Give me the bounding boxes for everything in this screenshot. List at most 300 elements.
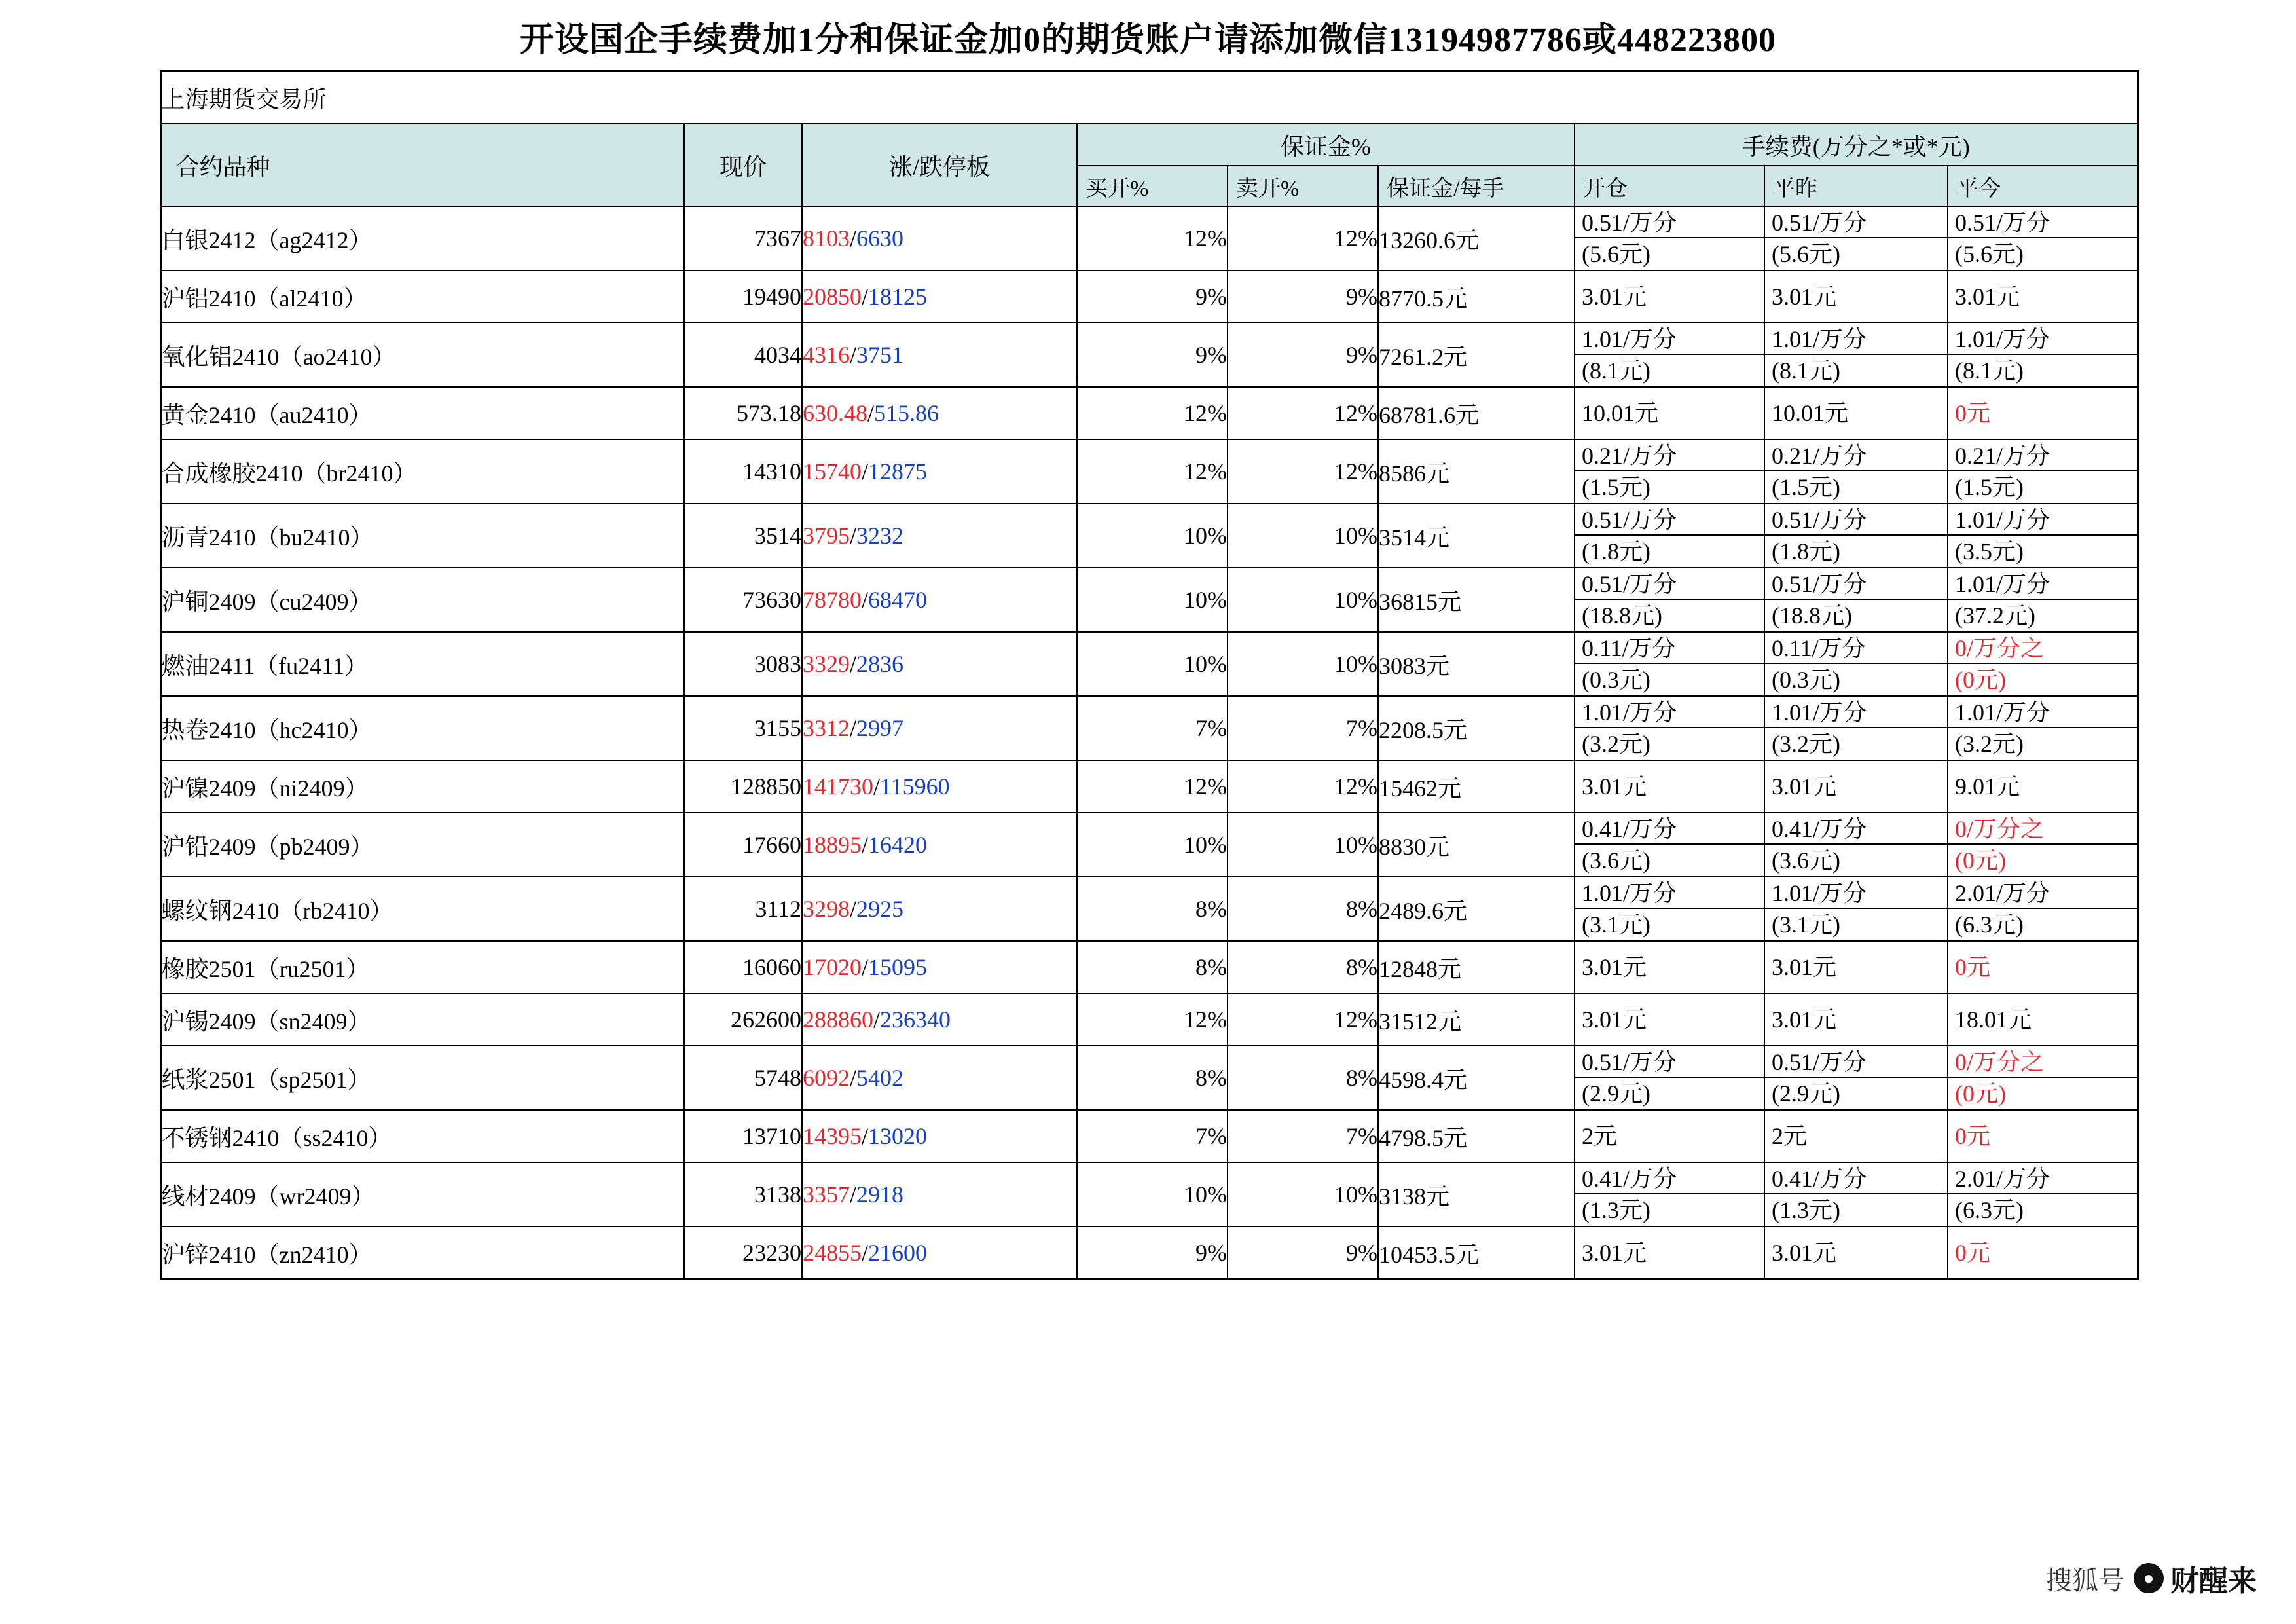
- cell-buy-open-pct: 12%: [1077, 993, 1228, 1046]
- platform-label: 搜狐号: [2046, 1565, 2124, 1595]
- table-row: [160, 1046, 2138, 1110]
- cell-limit: [802, 270, 1077, 323]
- limit-down-value: 2836: [856, 651, 904, 677]
- cell-buy-open-pct: 9%: [1077, 1227, 1228, 1280]
- fee-value-primary: 0/万分之: [1948, 813, 2137, 845]
- cell-fee-open: [1575, 632, 1764, 696]
- cell-fee-open: [1575, 323, 1764, 387]
- fee-value-primary: 3.01元: [1582, 1006, 1647, 1033]
- cell-fee-close-yesterday: [1764, 1110, 1948, 1162]
- limit-up-value: 17020: [803, 954, 862, 980]
- fee-value-primary: 0.51/万分: [1765, 504, 1947, 536]
- cell-buy-open-pct: 9%: [1077, 270, 1228, 323]
- fee-value-primary: 0.21/万分: [1765, 440, 1947, 471]
- cell-fee-close-today: [1948, 504, 2138, 568]
- cell-limit: [802, 387, 1077, 439]
- fee-value-primary: 1.01/万分: [1948, 568, 2137, 600]
- cell-fee-close-today: [1948, 323, 2138, 387]
- th-fee-group: 手续费(万分之*或*元): [1575, 124, 2138, 166]
- fee-value-secondary: (3.1元): [1582, 912, 1650, 938]
- cell-fee-open: [1575, 1162, 1764, 1227]
- cell-price: 262600: [684, 993, 802, 1046]
- fee-value-secondary: (6.3元): [1955, 1197, 2024, 1223]
- limit-separator: /: [862, 458, 869, 485]
- futures-table: [160, 70, 2139, 1280]
- table-row: [160, 323, 2138, 387]
- limit-down-value: 2925: [856, 896, 904, 922]
- cell-fee-close-today: [1948, 941, 2138, 993]
- futures-table-wrap: [160, 70, 2137, 1280]
- cell-price: 4034: [684, 323, 802, 387]
- cell-sell-open-pct: 10%: [1228, 632, 1378, 696]
- cell-limit: [802, 504, 1077, 568]
- cell-fee-close-yesterday: [1764, 877, 1948, 941]
- fee-value-primary: 10.01元: [1772, 400, 1849, 426]
- fee-value-secondary: (1.3元): [1772, 1197, 1840, 1223]
- limit-down-value: 3751: [856, 342, 904, 368]
- cell-buy-open-pct: 12%: [1077, 206, 1228, 270]
- cell-fee-open: [1575, 1110, 1764, 1162]
- limit-up-value: 141730: [803, 773, 873, 800]
- cell-fee-close-yesterday: [1764, 813, 1948, 877]
- cell-contract-name: 沪铝2410（al2410）: [160, 270, 684, 323]
- exchange-row: [160, 71, 2138, 124]
- cell-contract-name: 合成橡胶2410（br2410）: [160, 439, 684, 504]
- cell-margin-per-lot: 8586元: [1378, 439, 1575, 504]
- cell-sell-open-pct: 12%: [1228, 387, 1378, 439]
- fee-value-primary: 1.01/万分: [1948, 504, 2137, 536]
- th-sell-open: 卖开%: [1228, 166, 1378, 206]
- fee-value-secondary: (3.5元): [1955, 538, 2024, 564]
- cell-fee-open: [1575, 206, 1764, 270]
- table-row: [160, 993, 2138, 1046]
- limit-up-value: 4316: [803, 342, 850, 368]
- table-row: [160, 632, 2138, 696]
- cell-margin-per-lot: 13260.6元: [1378, 206, 1575, 270]
- cell-margin-per-lot: 2208.5元: [1378, 696, 1575, 760]
- fee-value-secondary: (3.1元): [1772, 912, 1840, 938]
- cell-sell-open-pct: 12%: [1228, 993, 1378, 1046]
- cell-fee-close-today: [1948, 1110, 2138, 1162]
- th-contract: 合约品种: [160, 124, 684, 206]
- limit-separator: /: [862, 587, 869, 613]
- fee-value-primary: 3.01元: [1772, 284, 1837, 310]
- cell-price: 3514: [684, 504, 802, 568]
- fee-value-secondary: (1.5元): [1582, 474, 1650, 500]
- fee-value-primary: 0.21/万分: [1575, 440, 1764, 471]
- limit-down-value: 18125: [868, 284, 928, 310]
- cell-limit: [802, 1110, 1077, 1162]
- limit-up-value: 8103: [803, 225, 850, 251]
- cell-margin-per-lot: 4598.4元: [1378, 1046, 1575, 1110]
- cell-fee-open: [1575, 568, 1764, 632]
- cell-fee-open: [1575, 1046, 1764, 1110]
- limit-up-value: 3298: [803, 896, 850, 922]
- fee-value-secondary: (0.3元): [1772, 667, 1840, 693]
- cell-sell-open-pct: 10%: [1228, 1162, 1378, 1227]
- cell-fee-close-yesterday: [1764, 270, 1948, 323]
- cell-fee-close-yesterday: [1764, 323, 1948, 387]
- cell-contract-name: 橡胶2501（ru2501）: [160, 941, 684, 993]
- cell-buy-open-pct: 8%: [1077, 877, 1228, 941]
- cell-margin-per-lot: 8770.5元: [1378, 270, 1575, 323]
- footer-credit: [2046, 1557, 2257, 1599]
- limit-up-value: 14395: [803, 1123, 862, 1149]
- cell-margin-per-lot: 8830元: [1378, 813, 1575, 877]
- cell-sell-open-pct: 9%: [1228, 270, 1378, 323]
- cell-buy-open-pct: 10%: [1077, 504, 1228, 568]
- cell-sell-open-pct: 12%: [1228, 760, 1378, 813]
- limit-separator: /: [850, 1065, 857, 1091]
- cell-margin-per-lot: 15462元: [1378, 760, 1575, 813]
- fee-value-primary: 1.01/万分: [1575, 323, 1764, 355]
- limit-down-value: 15095: [868, 954, 928, 980]
- th-buy-open: 买开%: [1077, 166, 1228, 206]
- cell-price: 73630: [684, 568, 802, 632]
- fee-value-secondary: (0元): [1955, 667, 2006, 693]
- cell-buy-open-pct: 7%: [1077, 696, 1228, 760]
- cell-limit: [802, 696, 1077, 760]
- page-title: 开设国企手续费加1分和保证金加0的期货账户请添加微信13194987786或448223800: [519, 22, 1776, 59]
- cell-fee-close-today: [1948, 568, 2138, 632]
- cell-contract-name: 螺纹钢2410（rb2410）: [160, 877, 684, 941]
- th-price: 现价: [684, 124, 802, 206]
- cell-price: 128850: [684, 760, 802, 813]
- limit-down-value: 68470: [868, 587, 928, 613]
- cell-price: 7367: [684, 206, 802, 270]
- limit-separator: /: [850, 651, 857, 677]
- cell-price: 17660: [684, 813, 802, 877]
- cell-fee-close-yesterday: [1764, 1227, 1948, 1280]
- fee-value-primary: 0元: [1955, 400, 1991, 426]
- fee-value-primary: 1.01/万分: [1948, 323, 2137, 355]
- header-row-1: [160, 124, 2138, 166]
- fee-value-primary: 0.21/万分: [1948, 440, 2137, 471]
- th-close-yesterday: 平昨: [1764, 166, 1948, 206]
- fee-value-primary: 1.01/万分: [1765, 323, 1947, 355]
- table-row: [160, 439, 2138, 504]
- cell-sell-open-pct: 9%: [1228, 323, 1378, 387]
- fee-value-primary: 0.41/万分: [1575, 813, 1764, 845]
- cell-contract-name: 沪锌2410（zn2410）: [160, 1227, 684, 1280]
- table-row: [160, 387, 2138, 439]
- cell-fee-open: [1575, 696, 1764, 760]
- table-row: [160, 760, 2138, 813]
- fee-value-secondary: (2.9元): [1582, 1080, 1650, 1107]
- cell-fee-close-yesterday: [1764, 941, 1948, 993]
- cell-contract-name: 热卷2410（hc2410）: [160, 696, 684, 760]
- limit-separator: /: [850, 523, 857, 549]
- cell-margin-per-lot: 36815元: [1378, 568, 1575, 632]
- fee-value-secondary: (0.3元): [1582, 667, 1650, 693]
- cell-price: 5748: [684, 1046, 802, 1110]
- fee-value-primary: 3.01元: [1955, 284, 2020, 310]
- limit-down-value: 12875: [868, 458, 928, 485]
- fee-value-secondary: (0元): [1955, 1080, 2006, 1107]
- fee-value-secondary: (3.2元): [1772, 731, 1840, 757]
- cell-sell-open-pct: 8%: [1228, 877, 1378, 941]
- limit-up-value: 78780: [803, 587, 862, 613]
- cell-fee-close-today: [1948, 1162, 2138, 1227]
- table-row: [160, 813, 2138, 877]
- fee-value-primary: 0元: [1955, 1123, 1991, 1149]
- limit-separator: /: [862, 1123, 869, 1149]
- limit-up-value: 15740: [803, 458, 862, 485]
- fee-value-primary: 0.51/万分: [1765, 1046, 1947, 1078]
- fee-value-secondary: (0元): [1955, 847, 2006, 874]
- cell-buy-open-pct: 10%: [1077, 1162, 1228, 1227]
- cell-fee-open: [1575, 877, 1764, 941]
- cell-fee-close-yesterday: [1764, 993, 1948, 1046]
- cell-buy-open-pct: 9%: [1077, 323, 1228, 387]
- fee-value-primary: 0元: [1955, 1240, 1991, 1266]
- fee-value-primary: 3.01元: [1772, 954, 1837, 980]
- fee-value-secondary: (3.6元): [1582, 847, 1650, 874]
- cell-contract-name: 沥青2410（bu2410）: [160, 504, 684, 568]
- cell-contract-name: 沪铜2409（cu2409）: [160, 568, 684, 632]
- fee-value-secondary: (1.5元): [1772, 474, 1840, 500]
- cell-fee-close-yesterday: [1764, 568, 1948, 632]
- limit-separator: /: [862, 1240, 869, 1266]
- limit-down-value: 16420: [868, 832, 928, 858]
- cell-price: 19490: [684, 270, 802, 323]
- cell-contract-name: 沪铅2409（pb2409）: [160, 813, 684, 877]
- cell-contract-name: 燃油2411（fu2411）: [160, 632, 684, 696]
- cell-fee-close-today: [1948, 760, 2138, 813]
- limit-separator: /: [850, 1181, 857, 1208]
- fee-value-primary: 0.11/万分: [1575, 633, 1764, 664]
- th-limit: 涨/跌停板: [802, 124, 1077, 206]
- cell-fee-close-today: [1948, 696, 2138, 760]
- fee-value-primary: 3.01元: [1582, 284, 1647, 310]
- cell-sell-open-pct: 9%: [1228, 1227, 1378, 1280]
- cell-fee-close-yesterday: [1764, 1162, 1948, 1227]
- cell-price: 14310: [684, 439, 802, 504]
- cell-fee-close-yesterday: [1764, 1046, 1948, 1110]
- cell-limit: [802, 1046, 1077, 1110]
- fee-value-primary: 1.01/万分: [1575, 697, 1764, 728]
- fee-value-primary: 0.41/万分: [1575, 1163, 1764, 1194]
- limit-separator: /: [850, 715, 857, 741]
- cell-sell-open-pct: 8%: [1228, 1046, 1378, 1110]
- cell-fee-open: [1575, 387, 1764, 439]
- cell-price: 3155: [684, 696, 802, 760]
- fee-value-secondary: (18.8元): [1582, 602, 1662, 629]
- limit-up-value: 18895: [803, 832, 862, 858]
- cell-fee-close-yesterday: [1764, 632, 1948, 696]
- fee-value-primary: 0.51/万分: [1575, 1046, 1764, 1078]
- cell-fee-open: [1575, 941, 1764, 993]
- cell-fee-open: [1575, 813, 1764, 877]
- fee-value-primary: 0.51/万分: [1765, 207, 1947, 238]
- cell-fee-open: [1575, 270, 1764, 323]
- fee-value-primary: 3.01元: [1582, 1240, 1647, 1266]
- fee-value-primary: 0/万分之: [1948, 633, 2137, 664]
- cell-limit: [802, 760, 1077, 813]
- cell-sell-open-pct: 7%: [1228, 1110, 1378, 1162]
- fee-value-secondary: (3.2元): [1582, 731, 1650, 757]
- cell-sell-open-pct: 12%: [1228, 206, 1378, 270]
- cell-limit: [802, 813, 1077, 877]
- limit-up-value: 6092: [803, 1065, 850, 1091]
- limit-separator: /: [862, 832, 869, 858]
- cell-fee-open: [1575, 439, 1764, 504]
- cell-fee-close-today: [1948, 813, 2138, 877]
- table-row: [160, 1227, 2138, 1280]
- fee-value-secondary: (18.8元): [1772, 602, 1852, 629]
- table-row: [160, 568, 2138, 632]
- cell-sell-open-pct: 8%: [1228, 941, 1378, 993]
- table-row: [160, 1162, 2138, 1227]
- limit-separator: /: [862, 284, 869, 310]
- fee-value-primary: 3.01元: [1582, 954, 1647, 980]
- fee-value-primary: 0.41/万分: [1765, 1163, 1947, 1194]
- th-margin-group: 保证金%: [1077, 124, 1575, 166]
- fee-value-primary: 0.51/万分: [1948, 207, 2137, 238]
- cell-buy-open-pct: 10%: [1077, 568, 1228, 632]
- limit-up-value: 3795: [803, 523, 850, 549]
- fee-value-secondary: (3.2元): [1955, 731, 2024, 757]
- cell-fee-open: [1575, 504, 1764, 568]
- fee-value-primary: 2元: [1582, 1123, 1618, 1149]
- fee-value-primary: 0.51/万分: [1575, 504, 1764, 536]
- limit-up-value: 630.48: [803, 400, 867, 426]
- fee-value-primary: 0元: [1955, 954, 1991, 980]
- fee-value-primary: 18.01元: [1955, 1006, 2032, 1033]
- cell-limit: [802, 439, 1077, 504]
- fee-value-secondary: (8.1元): [1582, 358, 1650, 384]
- cell-contract-name: 黄金2410（au2410）: [160, 387, 684, 439]
- table-row: [160, 504, 2138, 568]
- table-row: [160, 206, 2138, 270]
- limit-down-value: 236340: [880, 1006, 951, 1033]
- limit-down-value: 5402: [856, 1065, 904, 1091]
- limit-down-value: 115960: [880, 773, 950, 800]
- limit-up-value: 20850: [803, 284, 862, 310]
- cell-limit: [802, 568, 1077, 632]
- cell-price: 13710: [684, 1110, 802, 1162]
- cell-contract-name: 白银2412（ag2412）: [160, 206, 684, 270]
- fee-value-primary: 1.01/万分: [1948, 697, 2137, 728]
- limit-separator: /: [873, 1006, 881, 1033]
- cell-limit: [802, 941, 1077, 993]
- fee-value-primary: 0/万分之: [1948, 1046, 2137, 1078]
- limit-up-value: 24855: [803, 1240, 862, 1266]
- cell-contract-name: 沪镍2409（ni2409）: [160, 760, 684, 813]
- fee-value-secondary: (1.8元): [1772, 538, 1840, 564]
- cell-fee-close-today: [1948, 1227, 2138, 1280]
- cell-fee-close-yesterday: [1764, 387, 1948, 439]
- cell-fee-close-today: [1948, 206, 2138, 270]
- limit-up-value: 3329: [803, 651, 850, 677]
- cell-limit: [802, 993, 1077, 1046]
- fee-value-secondary: (8.1元): [1955, 358, 2024, 384]
- fee-value-secondary: (5.6元): [1955, 241, 2024, 267]
- limit-down-value: 3232: [856, 523, 904, 549]
- cell-fee-close-today: [1948, 270, 2138, 323]
- cell-fee-close-yesterday: [1764, 504, 1948, 568]
- cell-buy-open-pct: 8%: [1077, 1046, 1228, 1110]
- cell-fee-close-today: [1948, 632, 2138, 696]
- limit-down-value: 2918: [856, 1181, 904, 1208]
- cell-buy-open-pct: 10%: [1077, 632, 1228, 696]
- cell-buy-open-pct: 10%: [1077, 813, 1228, 877]
- limit-down-value: 2997: [856, 715, 904, 741]
- limit-up-value: 288860: [803, 1006, 873, 1033]
- limit-separator: /: [850, 225, 857, 251]
- cell-price: 3112: [684, 877, 802, 941]
- exchange-name: 上海期货交易所: [160, 71, 2138, 124]
- cell-limit: [802, 877, 1077, 941]
- fee-value-primary: 0.51/万分: [1575, 568, 1764, 600]
- limit-down-value: 6630: [856, 225, 904, 251]
- th-margin-per-lot: 保证金/每手: [1378, 166, 1575, 206]
- cell-price: 16060: [684, 941, 802, 993]
- limit-separator: /: [873, 773, 881, 800]
- cell-price: 23230: [684, 1227, 802, 1280]
- cell-buy-open-pct: 8%: [1077, 941, 1228, 993]
- cell-price: 573.18: [684, 387, 802, 439]
- cell-buy-open-pct: 12%: [1077, 760, 1228, 813]
- cell-limit: [802, 1227, 1077, 1280]
- cell-sell-open-pct: 10%: [1228, 568, 1378, 632]
- table-row: [160, 696, 2138, 760]
- fee-value-secondary: (5.6元): [1772, 241, 1840, 267]
- fee-value-primary: 2元: [1772, 1123, 1808, 1149]
- fee-value-primary: 0.51/万分: [1765, 568, 1947, 600]
- cell-fee-close-today: [1948, 993, 2138, 1046]
- cell-limit: [802, 1162, 1077, 1227]
- author-name: 财醒来: [2170, 1565, 2257, 1597]
- fee-value-secondary: (6.3元): [1955, 912, 2024, 938]
- table-row: [160, 877, 2138, 941]
- fee-value-primary: 9.01元: [1955, 773, 2020, 800]
- cell-buy-open-pct: 12%: [1077, 439, 1228, 504]
- cell-fee-close-today: [1948, 877, 2138, 941]
- cell-margin-per-lot: 10453.5元: [1378, 1227, 1575, 1280]
- fee-value-secondary: (1.8元): [1582, 538, 1650, 564]
- cell-contract-name: 沪锡2409（sn2409）: [160, 993, 684, 1046]
- th-close-today: 平今: [1948, 166, 2138, 206]
- table-row: [160, 941, 2138, 993]
- limit-down-value: 13020: [868, 1123, 928, 1149]
- fee-value-secondary: (5.6元): [1582, 241, 1650, 267]
- cell-fee-close-yesterday: [1764, 696, 1948, 760]
- cell-contract-name: 氧化铝2410（ao2410）: [160, 323, 684, 387]
- cell-sell-open-pct: 10%: [1228, 813, 1378, 877]
- limit-up-value: 3357: [803, 1181, 850, 1208]
- table-row: [160, 270, 2138, 323]
- cell-fee-close-today: [1948, 439, 2138, 504]
- cell-fee-close-yesterday: [1764, 206, 1948, 270]
- fee-value-primary: 3.01元: [1772, 1006, 1837, 1033]
- cell-buy-open-pct: 7%: [1077, 1110, 1228, 1162]
- fee-value-primary: 1.01/万分: [1765, 697, 1947, 728]
- futures-table-body: [160, 71, 2138, 1280]
- fee-value-primary: 1.01/万分: [1575, 877, 1764, 909]
- fee-value-primary: 3.01元: [1772, 773, 1837, 800]
- cell-sell-open-pct: 7%: [1228, 696, 1378, 760]
- fee-value-secondary: (8.1元): [1772, 358, 1840, 384]
- avatar-icon: ●: [2134, 1563, 2164, 1593]
- fee-value-primary: 3.01元: [1582, 773, 1647, 800]
- cell-margin-per-lot: 7261.2元: [1378, 323, 1575, 387]
- cell-fee-close-today: [1948, 1046, 2138, 1110]
- cell-limit: [802, 632, 1077, 696]
- cell-fee-close-yesterday: [1764, 439, 1948, 504]
- limit-down-value: 21600: [868, 1240, 928, 1266]
- cell-limit: [802, 323, 1077, 387]
